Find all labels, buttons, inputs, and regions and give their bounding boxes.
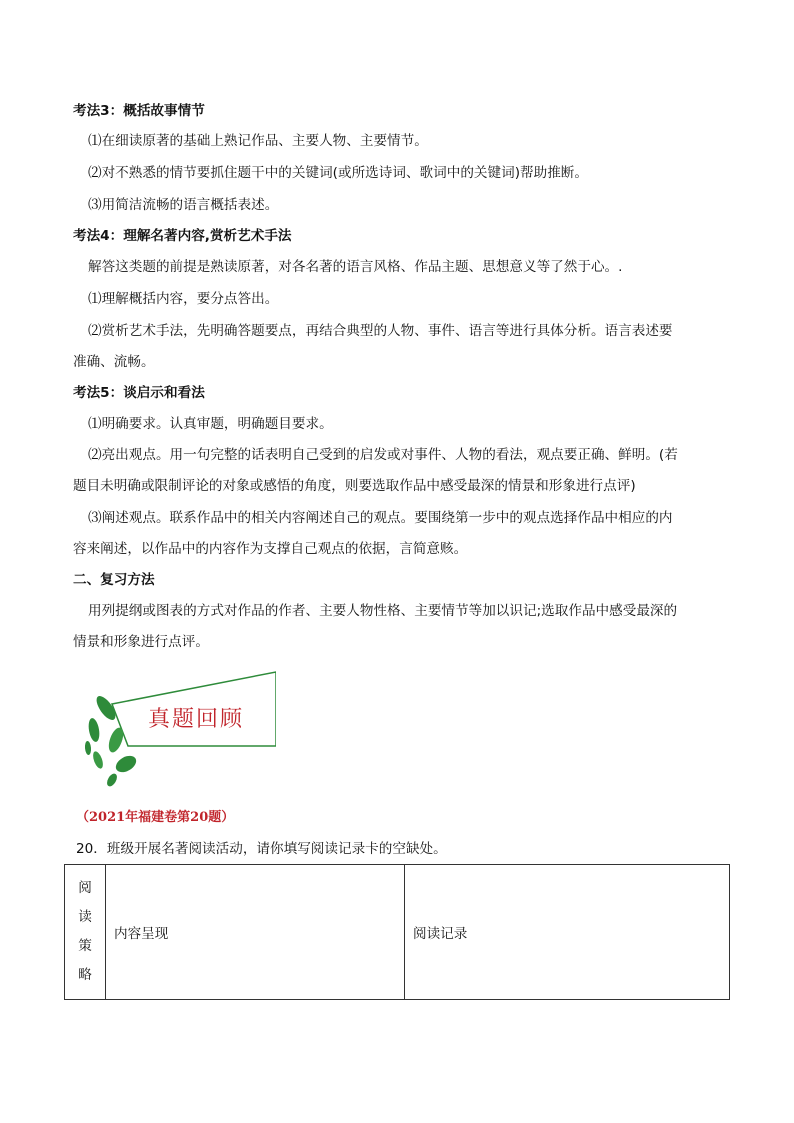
section4-item-2-cont: 准确、流畅。 [73, 354, 155, 370]
review-line-1: 用列提纲或图表的方式对作品的作者、主要人物性格、主要情节等加以识记;选取作品中感受最深的 [88, 603, 678, 619]
section4-heading: 考法4：理解名著内容,赏析艺术手法 [73, 228, 292, 244]
section5-item-3: ⑶阐述观点。联系作品中的相关内容阐述自己的观点。要围绕第一步中的观点选择作品中相应的内 [88, 510, 673, 526]
question-source: （2021年福建卷第20题） [76, 810, 235, 825]
table-cell-content: 内容呈现 [106, 865, 405, 1000]
reading-record-table [64, 864, 730, 1000]
strategy-char: 读 [78, 909, 92, 925]
table-cell-record: 阅读记录 [405, 865, 730, 1000]
section4-intro: 解答这类题的前提是熟读原著，对各名著的语言风格、作品主题、思想意义等了然于心。. [88, 259, 623, 275]
review-heading: 二、复习方法 [73, 572, 155, 588]
section3-item-3: ⑶用简洁流畅的语言概括表述。 [88, 197, 279, 213]
table-row [65, 865, 730, 1000]
section5-item-2: ⑵亮出观点。用一句完整的话表明自己受到的启发或对事件、人物的看法，观点要正确、鲜明。(若 [88, 447, 678, 463]
strategy-char: 阅 [78, 880, 92, 896]
section4-item-2: ⑵赏析艺术手法，先明确答题要点，再结合典型的人物、事件、语言等进行具体分析。语言表述要 [88, 323, 673, 339]
section5-item-3-cont: 容来阐述，以作品中的内容作为支撑自己观点的依据，言简意赅。 [73, 541, 468, 557]
review-line-2: 情景和形象进行点评。 [73, 634, 209, 650]
banner-title: 真题回顾 [148, 707, 245, 732]
section4-item-1: ⑴理解概括内容，要分点答出。 [88, 291, 279, 307]
section3-heading: 考法3：概括故事情节 [73, 103, 205, 119]
section5-item-1: ⑴明确要求。认真审题，明确题目要求。 [88, 416, 333, 432]
strategy-char: 略 [78, 967, 92, 983]
section3-item-2: ⑵对不熟悉的情节要抓住题干中的关键词(或所选诗词、歌词中的关键词)帮助推断。 [88, 165, 588, 181]
section5-item-2-cont: 题目未明确或限制评论的对象或感悟的角度，则要选取作品中感受最深的情景和形象进行点评) [73, 478, 636, 494]
section3-item-1: ⑴在细读原著的基础上熟记作品、主要人物、主要情节。 [88, 133, 428, 149]
table-cell-strategy [65, 865, 106, 1000]
section5-heading: 考法5：谈启示和看法 [73, 385, 205, 401]
question-prompt: 20．班级开展名著阅读活动，请你填写阅读记录卡的空缺处。 [76, 841, 447, 857]
strategy-char: 策 [78, 938, 92, 954]
